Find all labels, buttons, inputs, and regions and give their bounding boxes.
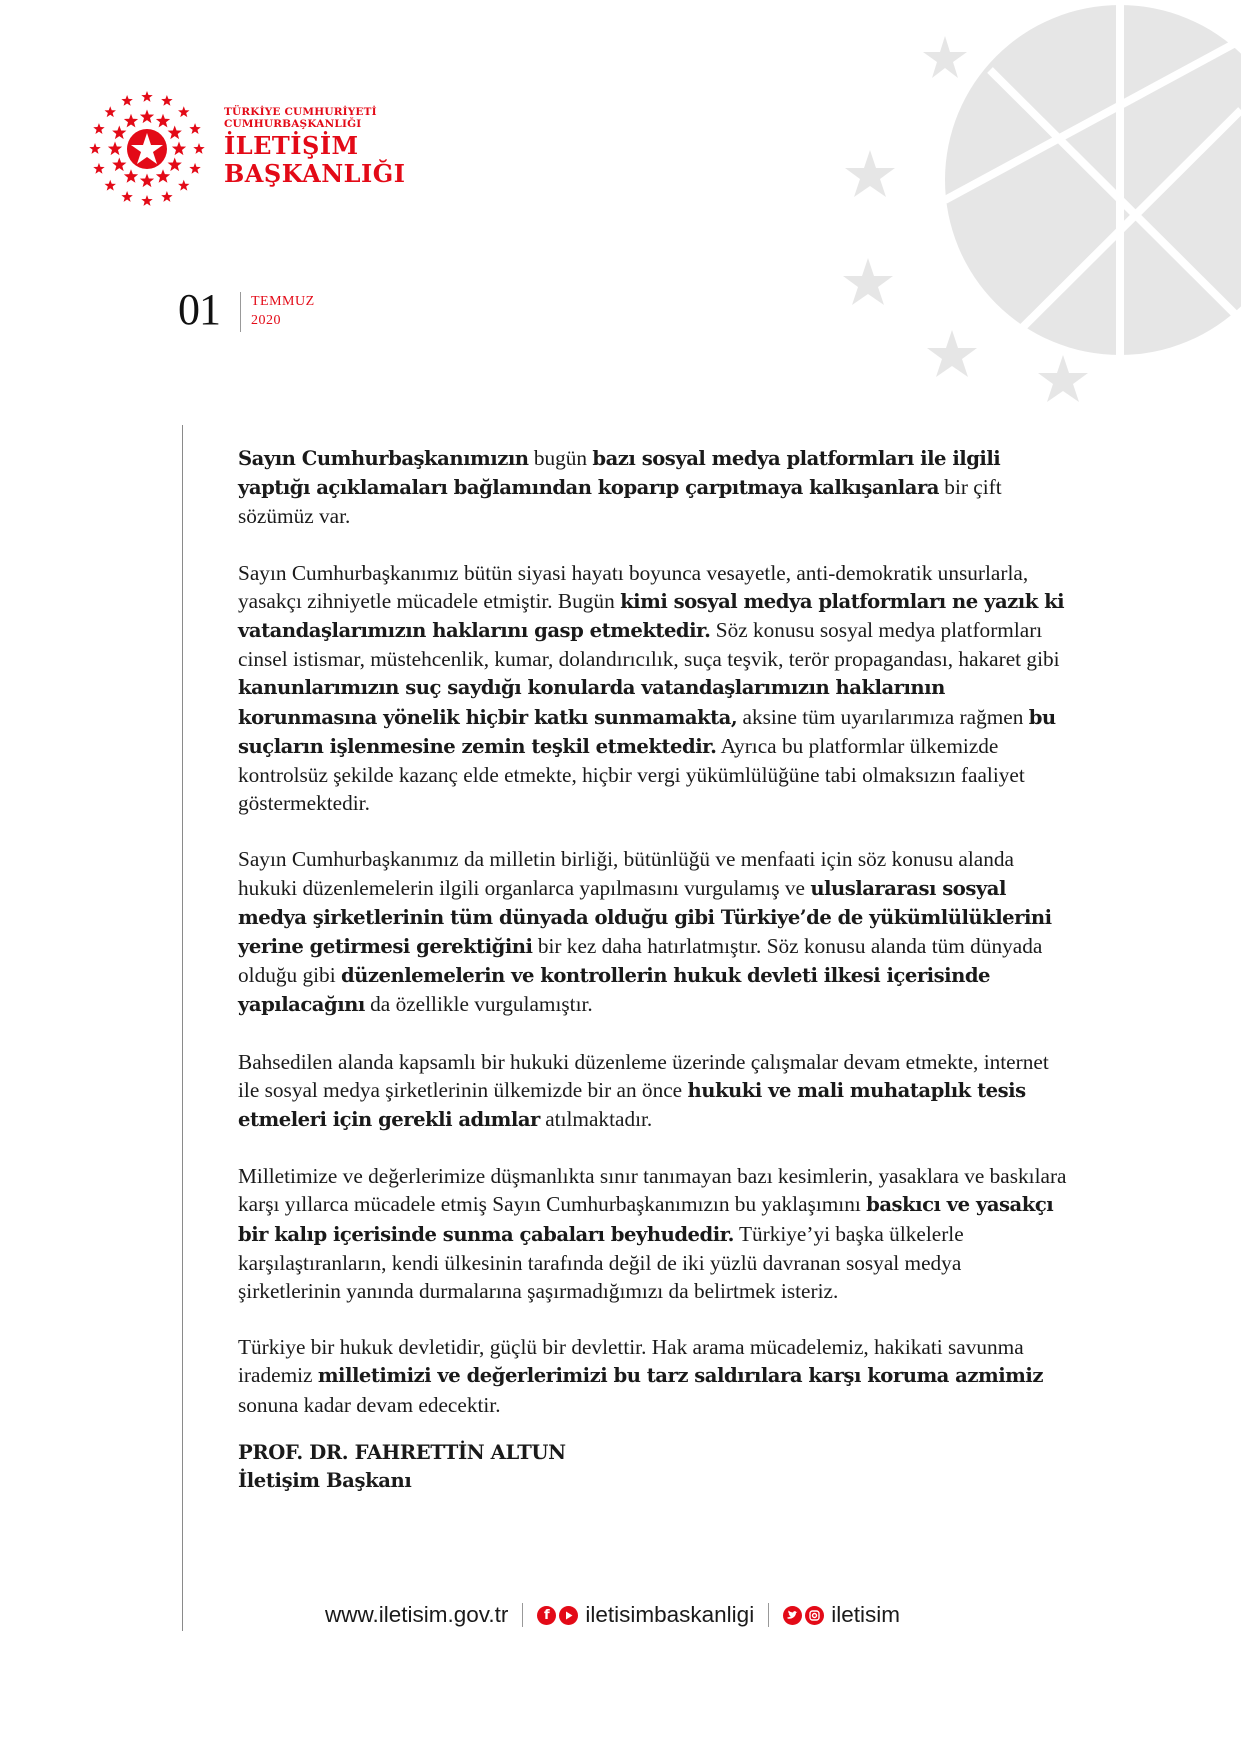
- bold-text-run: düzenlemelerin ve kontrollerin hukuk devleti ilkesi içerisinde yapılacağını: [238, 964, 990, 1017]
- twitter-icon[interactable]: [783, 1606, 802, 1625]
- social-handle-1[interactable]: iletisimbaskanligi: [585, 1602, 755, 1627]
- decorative-pattern: [820, 0, 1241, 440]
- paragraph: [238, 1048, 1068, 1135]
- emblem-star: [141, 195, 152, 206]
- emblem-star: [172, 142, 186, 156]
- star-decoration: [1038, 355, 1088, 402]
- text-run: Türkiye’yi başka ülkelerle karşılaştıranların, kendi ülkesinin tarafında değil de iki yüzlü davranan sosyal medya şirketlerinin yanında durmalarına şaşırmadığımızı da belirtmek isteriz.: [238, 1221, 964, 1304]
- emblem-star: [193, 143, 204, 154]
- bold-text-run: kimi sosyal medya platformları ne yazık ki vatandaşlarımızın haklarını gasp etmektedir.: [238, 589, 1065, 643]
- logo-text: [224, 106, 406, 188]
- bold-text-run: bazı sosyal medya platformları ile ilgili yaptığı açıklamaları bağlamından koparıp çarpıtmaya kalkışanlara: [238, 447, 1001, 500]
- org-line2: CUMHURBAŞKANLIĞI: [224, 118, 362, 130]
- emblem-star: [156, 169, 170, 183]
- text-run: atılmaktadır.: [539, 1107, 653, 1132]
- paragraph: [238, 559, 1068, 818]
- instagram-icon[interactable]: [805, 1606, 824, 1625]
- emblem-star: [189, 123, 200, 134]
- emblem-star: [121, 191, 132, 202]
- emblem-star: [161, 191, 172, 202]
- youtube-icon[interactable]: [559, 1606, 578, 1625]
- footer-divider: [768, 1603, 769, 1627]
- date-year: 2020: [251, 313, 281, 328]
- org-name-line1: İLETİŞİM: [224, 131, 359, 160]
- bold-text-run: milletimizi ve değerlerimizi bu tarz saldırılara karşı koruma azmimiz: [317, 1364, 1043, 1388]
- press-release-body: [238, 444, 1068, 1495]
- bold-text-run: Sayın Cumhurbaşkanımızın: [238, 447, 529, 470]
- bold-text-run: baskıcı ve yasakçı bir kalıp içerisinde sunma çabaları beyhudedir.: [238, 1193, 1054, 1246]
- emblem-star: [140, 110, 154, 124]
- emblem-star: [168, 158, 182, 172]
- text-run: sonuna kadar devam edecektir.: [238, 1392, 501, 1417]
- star-decoration: [845, 150, 895, 197]
- text-run: Türkiye bir hukuk devletidir, güçlü bir devlettir. Hak arama mücadelemiz, hakikati savunma irademiz: [238, 1335, 1024, 1388]
- emblem-star: [112, 126, 126, 140]
- facebook-icon[interactable]: f: [537, 1606, 556, 1625]
- text-run: bir çift sözümüz var.: [238, 475, 1002, 529]
- signature-title: İletişim Başkanı: [238, 1469, 412, 1493]
- emblem-star: [189, 163, 200, 174]
- date-divider: [240, 292, 241, 332]
- emblem-star: [121, 95, 132, 106]
- date-month-year: [251, 292, 315, 330]
- margin-rule: [182, 425, 183, 1631]
- emblem-star: [140, 174, 154, 188]
- emblem-star: [124, 169, 138, 183]
- star-decoration: [843, 258, 893, 305]
- bold-text-run: kanunlarımızın suç saydığı konularda vatandaşlarımızın haklarının korunmasına yönelik hiçbir katkı sunmamakta,: [238, 676, 945, 729]
- emblem-star: [108, 142, 122, 156]
- date-day: 01: [178, 285, 220, 334]
- emblem-star: [93, 123, 104, 134]
- logo-emblem-icon: [88, 90, 206, 208]
- website-link[interactable]: www.iletisim.gov.tr: [325, 1602, 509, 1627]
- emblem-star: [89, 143, 100, 154]
- emblem-star: [156, 114, 170, 128]
- footer-divider: [522, 1603, 523, 1627]
- text-run: Sayın Cumhurbaşkanımız bütün siyasi hayatı boyunca vesayetle, anti-demokratik unsurlarla, yasakçı zihniyetle mücadele etmiştir. Bugün: [238, 560, 1029, 613]
- org-name-line2: BAŞKANLIĞI: [224, 159, 406, 188]
- text-run: Söz konusu sosyal medya platformları cinsel istismar, müstehcenlik, kumar, dolandırıcılık, suça teşvik, terör propagandası, hakaret gibi: [238, 618, 1060, 672]
- emblem-star: [105, 180, 116, 191]
- star-decoration: [927, 330, 977, 377]
- footer: [325, 1602, 900, 1628]
- org-line1: TÜRKİYE CUMHURİYETİ: [224, 106, 377, 118]
- text-run: Ayrıca bu platformlar ülkemizde kontrolsüz şekilde kazanç elde etmekte, hiçbir vergi yükümlülüğüne tabi olmaksızın faaliyet göstermektedir.: [238, 733, 1025, 816]
- emblem-star: [161, 95, 172, 106]
- text-run: Milletimize ve değerlerimize düşmanlıkta sınır tanımayan bazı kesimlerin, yasaklara ve baskılara karşı yıllarca mücadele etmiş Sayın Cumhurbaşkanımızın bu yaklaşımını: [238, 1164, 1067, 1217]
- bold-text-run: hukuki ve mali muhataplık tesis etmeleri için gerekli adımlar: [238, 1078, 1026, 1132]
- text-run: bugün: [528, 446, 593, 470]
- paragraph: [238, 1333, 1068, 1419]
- emblem-star: [93, 163, 104, 174]
- social-handle-2[interactable]: iletisim: [831, 1602, 900, 1627]
- emblem-star: [112, 158, 126, 172]
- emblem-star: [124, 114, 138, 128]
- emblem-star: [178, 106, 189, 117]
- text-run: aksine tüm uyarılarımıza rağmen: [737, 704, 1029, 729]
- bold-text-run: uluslararası sosyal medya şirketlerinin tüm dünyada olduğu gibi Türkiye’de de yükümlülüklerini yerine getirmesi gerektiğini: [238, 876, 1052, 959]
- emblem-star: [178, 180, 189, 191]
- signature-name: PROF. DR. FAHRETTİN ALTUN: [238, 1440, 566, 1464]
- text-run: Sayın Cumhurbaşkanımız da milletin birliği, bütünlüğü ve menfaati için söz konusu alanda hukuki düzenlemelerin ilgili organlarca yapılmasını vurgulamış ve: [238, 847, 1015, 900]
- star-decoration: [923, 36, 967, 78]
- paragraph: [238, 444, 1068, 531]
- emblem-star: [168, 126, 182, 140]
- bold-text-run: bu suçların işlenmesine zemin teşkil etmektedir.: [238, 705, 1056, 758]
- emblem-star: [105, 106, 116, 117]
- emblem-star: [141, 91, 152, 102]
- text-run: Bahsedilen alanda kapsamlı bir hukuki düzenleme üzerinde çalışmalar devam etmekte, internet ile sosyal medya şirketlerinin ülkemizde bir an önce: [238, 1049, 1049, 1102]
- text-run: bir kez daha hatırlatmıştır. Söz konusu alanda tüm dünyada olduğu gibi: [238, 934, 1043, 988]
- paragraph: [238, 1162, 1068, 1305]
- date-month: TEMMUZ: [251, 294, 315, 309]
- paragraph: [238, 845, 1068, 1019]
- text-run: da özellikle vurgulamıştır.: [364, 992, 593, 1017]
